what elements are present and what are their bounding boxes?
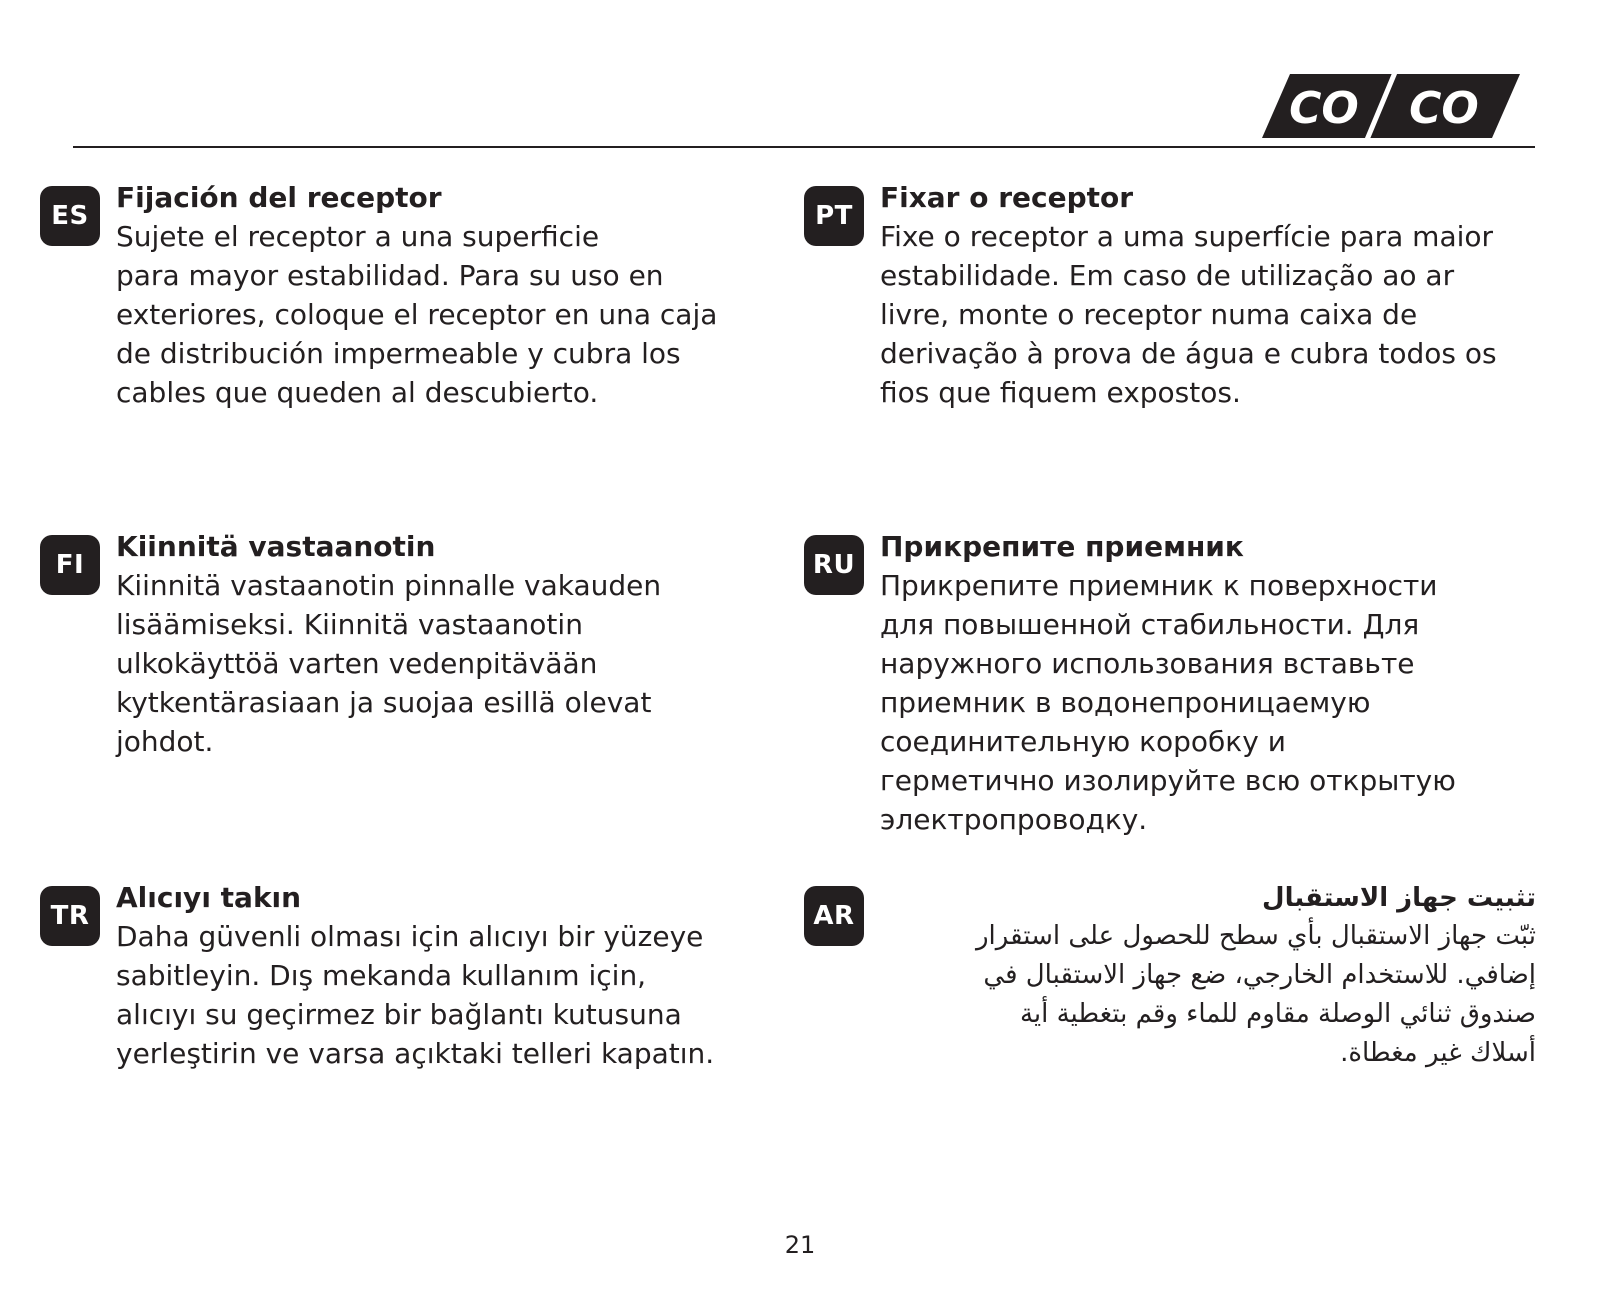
body-line: exteriores, coloque el receptor en una caja bbox=[116, 298, 718, 331]
body-line: Sujete el receptor a una superficie bbox=[116, 220, 600, 253]
section-es-content bbox=[116, 179, 718, 412]
section-fi-content bbox=[116, 528, 696, 761]
section-title: Alıcıyı takın bbox=[116, 881, 302, 914]
language-badge-ar: AR bbox=[804, 886, 864, 946]
section-body bbox=[116, 566, 696, 761]
body-line: kytkentärasiaan ja suojaa esillä olevat bbox=[116, 686, 652, 719]
body-line: электропроводку. bbox=[880, 803, 1148, 836]
body-line: livre, monte o receptor numa caixa de bbox=[880, 298, 1418, 331]
body-line: Прикрепите приемник к поверхности bbox=[880, 569, 1438, 602]
logo-text-right: CO bbox=[1409, 83, 1479, 134]
body-line: соединительную коробку и bbox=[880, 725, 1286, 758]
body-line: صندوق ثنائي الوصلة مقاوم للماء وقم بتغطية أية bbox=[1019, 999, 1536, 1029]
section-body bbox=[116, 217, 718, 412]
body-line: أسلاك غير مغطاة. bbox=[1340, 1038, 1536, 1068]
page-number: 21 bbox=[784, 1231, 816, 1259]
body-line: yerleştirin ve varsa açıktaki telleri kapatın. bbox=[116, 1037, 715, 1070]
section-title: Kiinnitä vastaanotin bbox=[116, 530, 436, 563]
body-line: johdot. bbox=[116, 725, 214, 758]
section-ar-content bbox=[874, 879, 1536, 1073]
body-line: para mayor estabilidad. Para su uso en bbox=[116, 259, 664, 292]
body-line: ثبّت جهاز الاستقبال بأي سطح للحصول على استقرار bbox=[975, 921, 1536, 951]
body-line: cables que queden al descubierto. bbox=[116, 376, 599, 409]
body-line: derivação à prova de água e cubra todos os bbox=[880, 337, 1497, 370]
section-tr-content bbox=[116, 879, 715, 1073]
body-line: lisäämiseksi. Kiinnitä vastaanotin bbox=[116, 608, 583, 641]
body-line: Kiinnitä vastaanotin pinnalle vakauden bbox=[116, 569, 662, 602]
section-pt-content bbox=[880, 179, 1497, 412]
coco-logo bbox=[1262, 70, 1522, 142]
body-line: de distribución impermeable y cubra los bbox=[116, 337, 681, 370]
language-badge-ru: RU bbox=[804, 535, 864, 595]
body-line: герметично изолируйте всю открытую bbox=[880, 764, 1456, 797]
section-body bbox=[116, 917, 715, 1073]
section-body bbox=[880, 217, 1497, 412]
language-badge-pt: PT bbox=[804, 186, 864, 246]
body-line: ulkokäyttöä varten vedenpitävään bbox=[116, 647, 598, 680]
body-line: alıcıyı su geçirmez bir bağlantı kutusuna bbox=[116, 998, 682, 1031]
section-body bbox=[880, 566, 1460, 839]
section-body bbox=[874, 917, 1536, 1073]
body-line: sabitleyin. Dış mekanda kullanım için, bbox=[116, 959, 647, 992]
language-badge-es: ES bbox=[40, 186, 100, 246]
section-title: Прикрепите приемник bbox=[880, 530, 1244, 563]
section-title: Fijación del receptor bbox=[116, 181, 442, 214]
body-line: fios que fiquem expostos. bbox=[880, 376, 1241, 409]
body-line: إضافي. للاستخدام الخارجي، ضع جهاز الاستقبال في bbox=[983, 960, 1536, 990]
section-ru-content bbox=[880, 528, 1460, 839]
body-line: Daha güvenli olması için alıcıyı bir yüzeye bbox=[116, 920, 704, 953]
section-title: تثبيت جهاز الاستقبال bbox=[1262, 883, 1536, 913]
body-line: для повышенной стабильности. Для bbox=[880, 608, 1420, 641]
body-line: наружного использования вставьте bbox=[880, 647, 1415, 680]
body-line: приемник в водонепроницаемую bbox=[880, 686, 1371, 719]
body-line: Fixe o receptor a uma superfície para maior bbox=[880, 220, 1494, 253]
body-line: estabilidade. Em caso de utilização ao ar bbox=[880, 259, 1455, 292]
section-title: Fixar o receptor bbox=[880, 181, 1134, 214]
language-badge-fi: FI bbox=[40, 535, 100, 595]
logo-text-left: CO bbox=[1289, 83, 1359, 134]
language-badge-tr: TR bbox=[40, 886, 100, 946]
header-divider bbox=[73, 146, 1535, 148]
